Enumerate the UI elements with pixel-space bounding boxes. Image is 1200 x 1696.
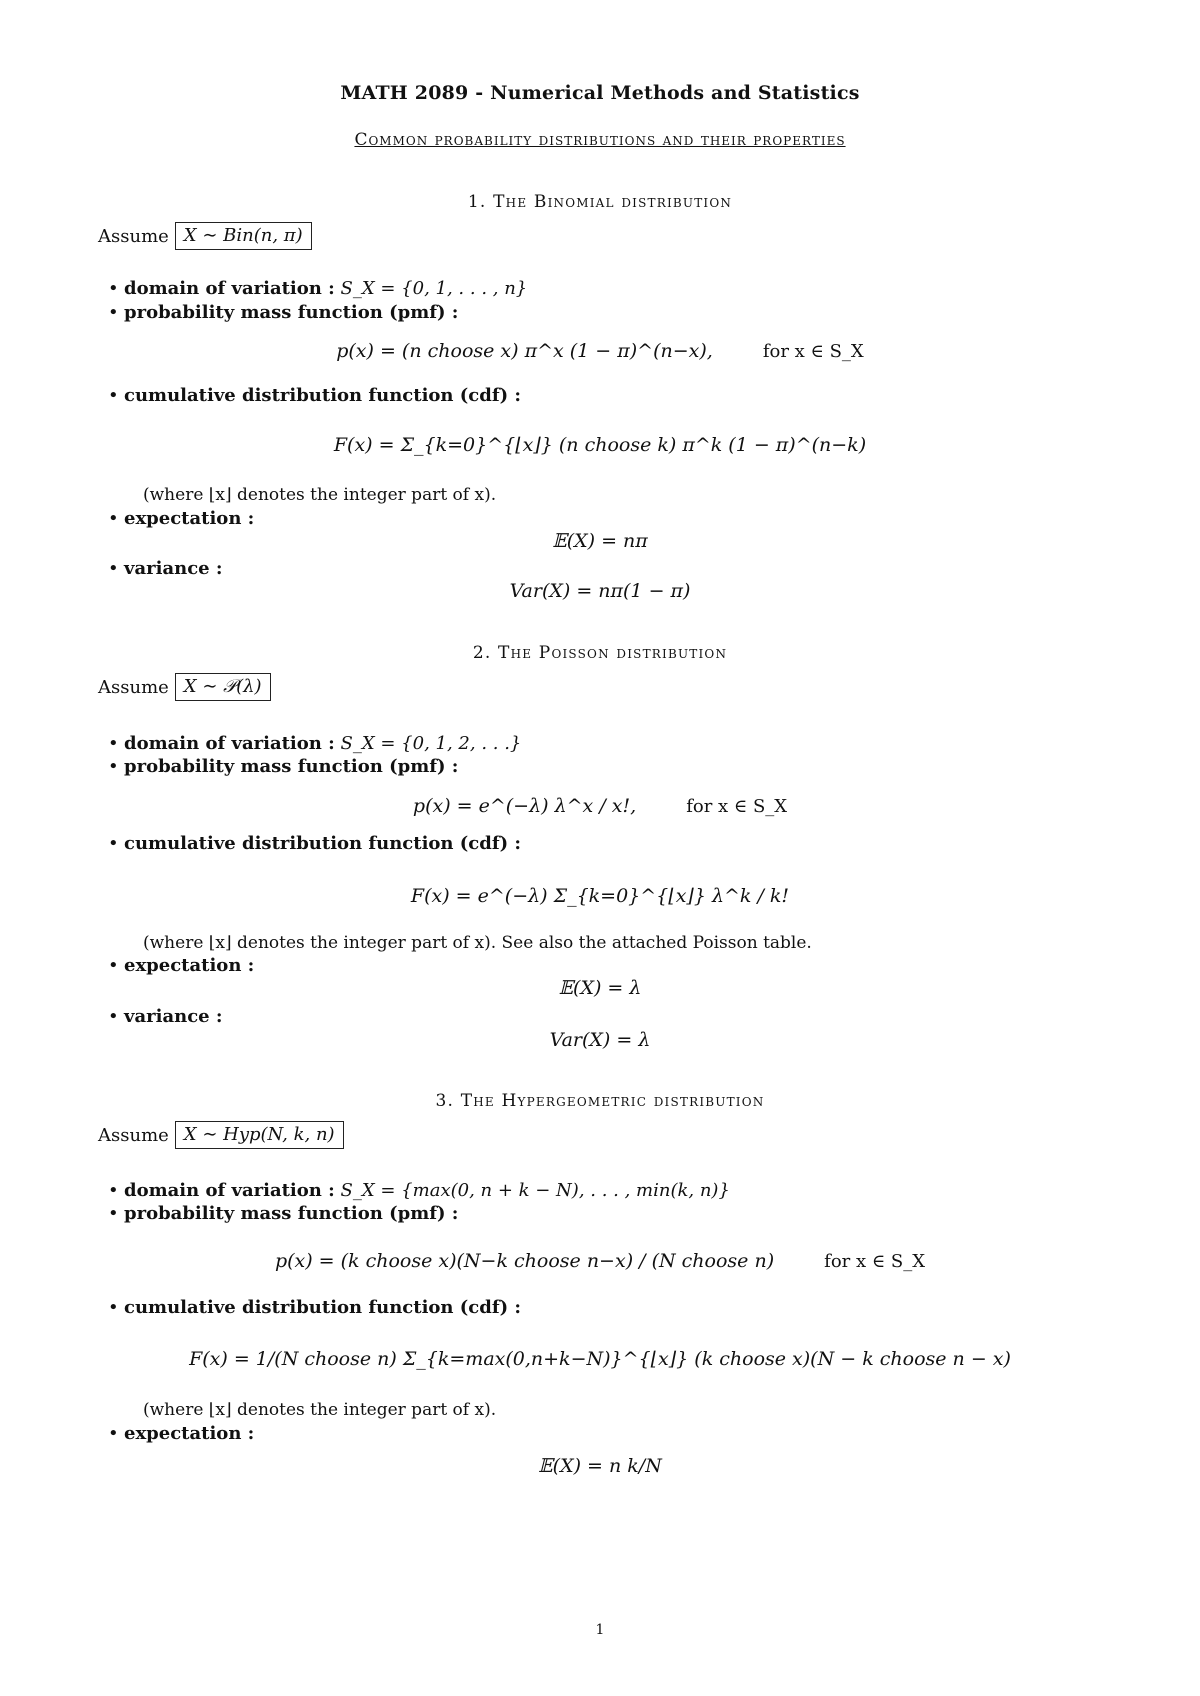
cdf-label: cumulative distribution function (cdf) : xyxy=(124,1297,522,1318)
domain-label: domain of variation : xyxy=(124,1180,335,1201)
expectation-label: expectation : xyxy=(124,1423,255,1444)
domain-item-binomial xyxy=(124,278,527,299)
variance-item-poisson xyxy=(124,1006,223,1027)
pmf-formula-poisson xyxy=(0,795,1200,817)
assume-line-binomial xyxy=(98,222,312,250)
cdf-item-poisson xyxy=(124,833,521,854)
expectation-label: expectation : xyxy=(124,955,255,976)
section-heading-poisson: 2. The Poisson distribution xyxy=(472,643,728,663)
variance-label: variance : xyxy=(124,558,223,579)
cdf-label: cumulative distribution function (cdf) : xyxy=(124,385,522,406)
variance-label: variance : xyxy=(124,1006,223,1027)
domain-label: domain of variation : xyxy=(124,278,335,299)
assume-box-binomial: X ∼ Bin(n, π) xyxy=(175,222,312,250)
cdf-item-binomial xyxy=(124,385,521,406)
expectation-item-poisson xyxy=(124,955,254,976)
domain-label: domain of variation : xyxy=(124,733,335,754)
pmf-expression-binomial: p(x) = (n choose x) π^x (1 − π)^(n−x), xyxy=(336,340,713,362)
note-binomial: (where ⌊x⌋ denotes the integer part of x). xyxy=(143,485,497,505)
pmf-expression-poisson: p(x) = e^(−λ) λ^x / x!, xyxy=(412,795,637,817)
domain-value-poisson: S_X = {0, 1, 2, . . .} xyxy=(340,733,522,754)
pmf-expression-hypergeometric: p(x) = (k choose x)(N−k choose n−x) / (N choose n) xyxy=(274,1250,775,1272)
pmf-condition-binomial: for x ∈ S_X xyxy=(762,341,864,362)
document-title: MATH 2089 - Numerical Methods and Statistics xyxy=(340,82,860,104)
page-number: 1 xyxy=(595,1622,605,1638)
variance-formula-poisson: Var(X) = λ xyxy=(549,1029,651,1051)
pmf-item-binomial xyxy=(124,302,458,323)
cdf-formula-poisson: F(x) = e^(−λ) Σ_{k=0}^{⌊x⌋} λ^k / k! xyxy=(410,885,790,907)
domain-value-hypergeometric: S_X = {max(0, n + k − N), . . . , min(k, n)} xyxy=(340,1180,730,1201)
domain-item-hypergeometric xyxy=(124,1180,730,1201)
section-heading-hypergeometric: 3. The Hypergeometric distribution xyxy=(435,1091,765,1111)
expectation-item-hypergeometric xyxy=(124,1423,254,1444)
document-subtitle: Common probability distributions and their properties xyxy=(354,130,846,150)
pmf-label: probability mass function (pmf) : xyxy=(124,302,459,323)
section-heading-binomial: 1. The Binomial distribution xyxy=(467,192,733,212)
cdf-item-hypergeometric xyxy=(124,1297,521,1318)
pmf-formula-hypergeometric xyxy=(0,1250,1200,1272)
expectation-formula-binomial: 𝔼(X) = nπ xyxy=(552,530,648,552)
assume-line-hypergeometric xyxy=(98,1121,344,1149)
expectation-item-binomial xyxy=(124,508,254,529)
assume-label: Assume xyxy=(98,225,169,247)
assume-label: Assume xyxy=(98,676,169,698)
expectation-formula-hypergeometric: 𝔼(X) = n k/N xyxy=(538,1455,662,1477)
cdf-label: cumulative distribution function (cdf) : xyxy=(124,833,522,854)
pmf-item-poisson xyxy=(124,756,458,777)
pmf-label: probability mass function (pmf) : xyxy=(124,756,459,777)
assume-box-hypergeometric: X ∼ Hyp(N, k, n) xyxy=(175,1121,344,1149)
cdf-formula-hypergeometric: F(x) = 1/(N choose n) Σ_{k=max(0,n+k−N)}^{⌊x⌋} (k choose x)(N − k choose n − x) xyxy=(189,1348,1011,1370)
note-hypergeometric: (where ⌊x⌋ denotes the integer part of x). xyxy=(143,1400,497,1420)
assume-line-poisson xyxy=(98,673,271,701)
assume-box-poisson: X ∼ 𝒫(λ) xyxy=(175,673,271,701)
variance-item-binomial xyxy=(124,558,223,579)
pmf-label: probability mass function (pmf) : xyxy=(124,1203,459,1224)
variance-formula-binomial: Var(X) = nπ(1 − π) xyxy=(509,580,691,602)
cdf-formula-binomial: F(x) = Σ_{k=0}^{⌊x⌋} (n choose k) π^k (1 − π)^(n−k) xyxy=(333,434,867,456)
domain-value-binomial: S_X = {0, 1, . . . , n} xyxy=(340,278,528,299)
expectation-formula-poisson: 𝔼(X) = λ xyxy=(558,977,642,999)
assume-label: Assume xyxy=(98,1124,169,1146)
domain-item-poisson xyxy=(124,733,521,754)
pmf-item-hypergeometric xyxy=(124,1203,458,1224)
pmf-formula-binomial xyxy=(0,340,1200,362)
expectation-label: expectation : xyxy=(124,508,255,529)
pmf-condition-poisson: for x ∈ S_X xyxy=(686,796,788,817)
pmf-condition-hypergeometric: for x ∈ S_X xyxy=(824,1251,926,1272)
note-poisson: (where ⌊x⌋ denotes the integer part of x). See also the attached Poisson table. xyxy=(143,933,812,953)
